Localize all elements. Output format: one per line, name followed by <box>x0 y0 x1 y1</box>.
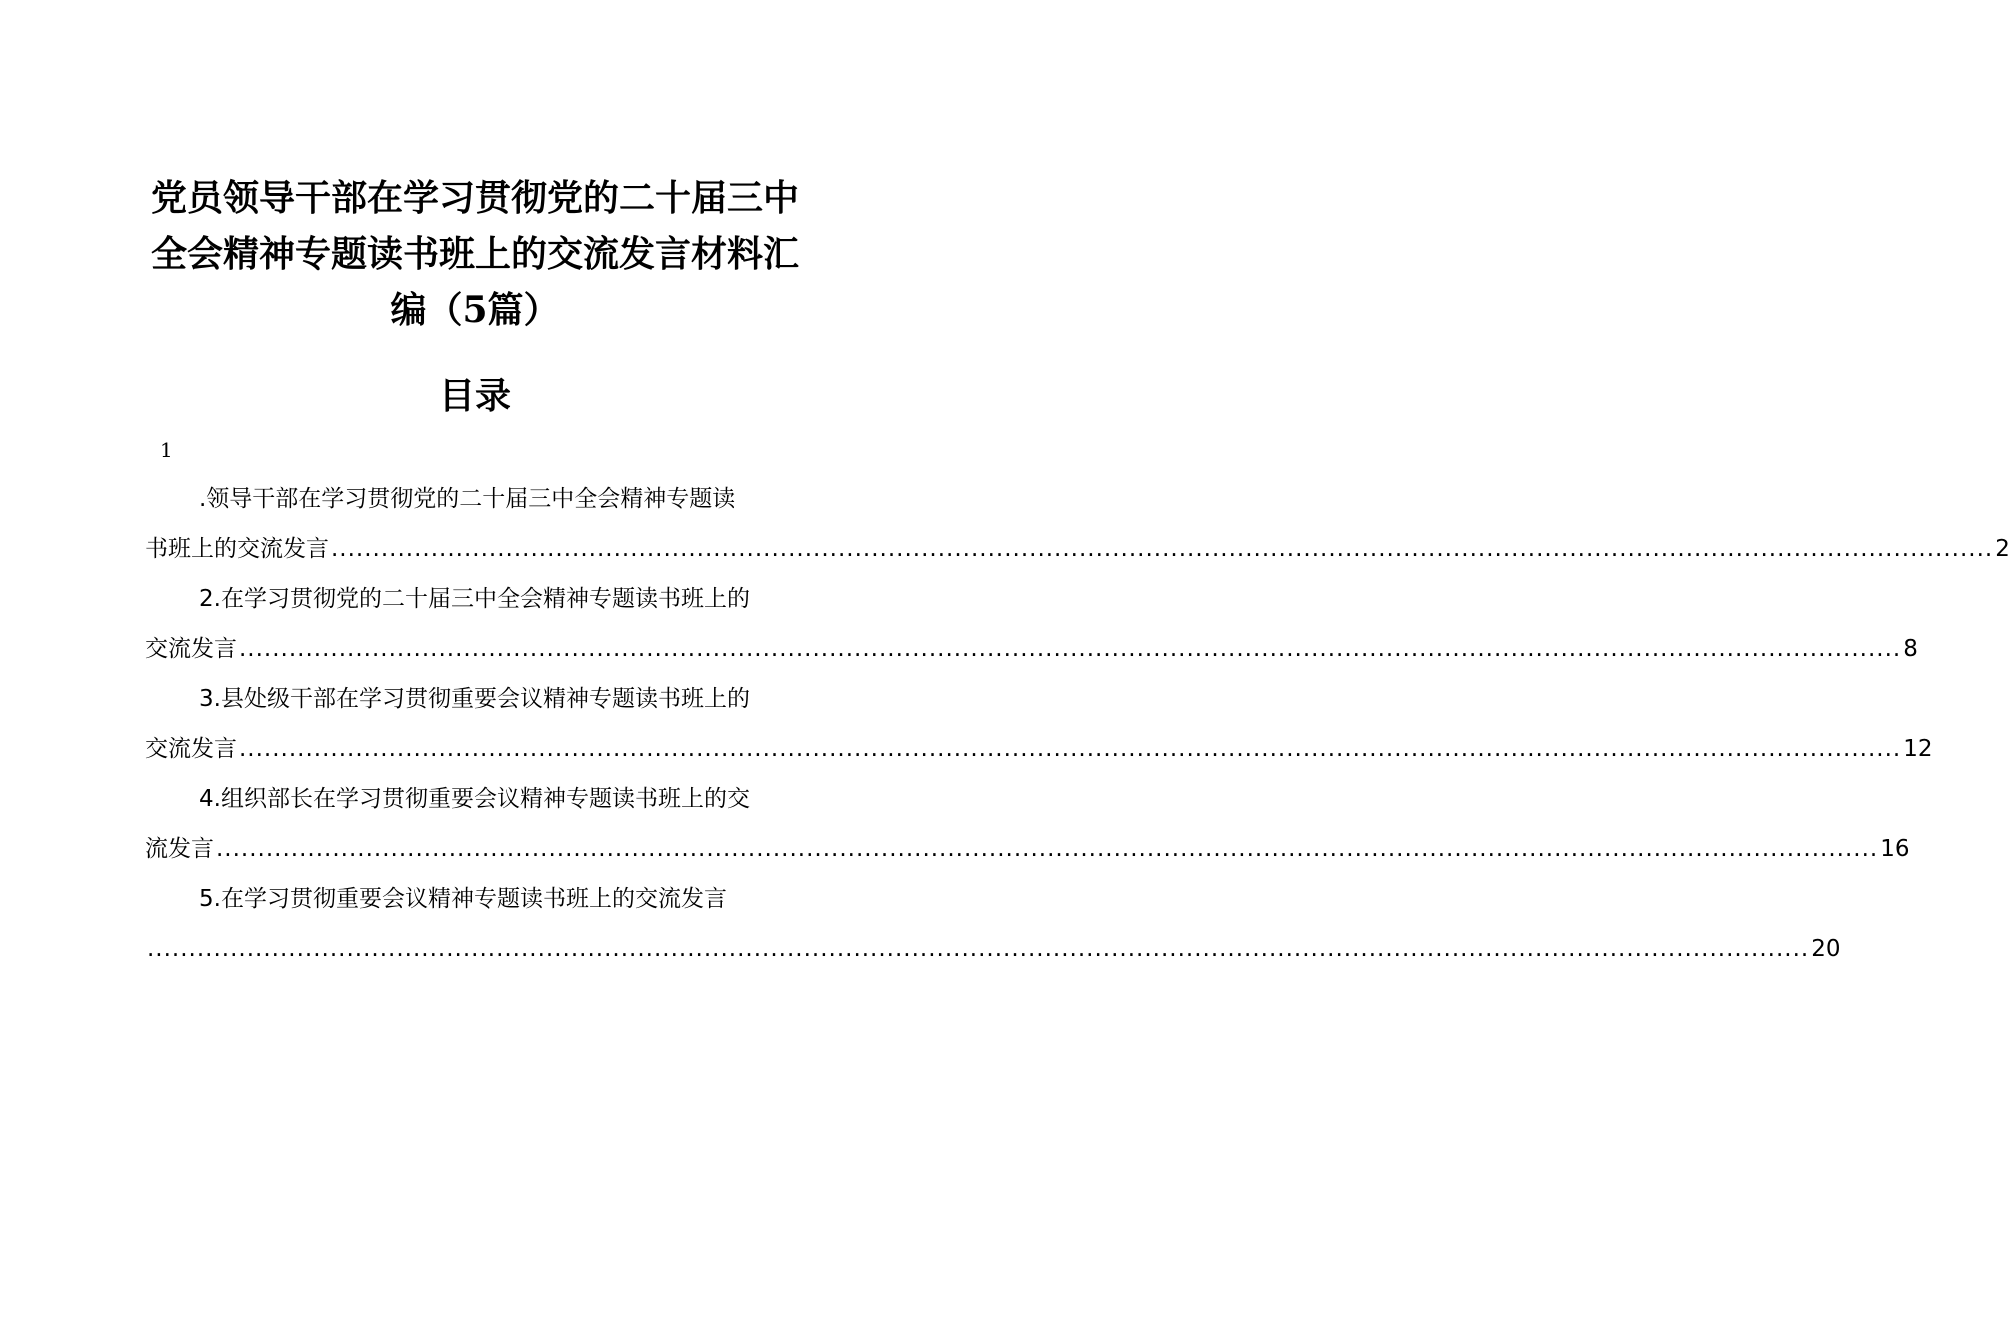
toc-entry-title-rest: 书班上的交流发言 <box>145 536 329 562</box>
toc-entry-continuation <box>145 624 1918 674</box>
toc-dot-leader: ........................................................................................................................................................................................................ <box>147 936 1810 962</box>
toc-entry[interactable] <box>145 574 1918 674</box>
toc-entry-title: 3.县处级干部在学习贯彻重要会议精神专题读书班上的 <box>199 686 750 712</box>
toc-entry[interactable] <box>145 674 1933 774</box>
document-title <box>145 170 805 338</box>
toc-dot-leader: ........................................................................................................................................................................................................ <box>331 536 1994 562</box>
toc-heading: 目录 <box>438 375 511 417</box>
toc-entry-continuation <box>145 524 2010 574</box>
toc-entry[interactable] <box>145 874 1841 974</box>
document-title-line: 编（5篇） <box>390 289 560 331</box>
toc-dot-leader: ........................................................................................................................................................................................................ <box>239 736 1902 762</box>
toc-entry-continuation <box>145 724 1933 774</box>
toc-entry-continuation <box>145 824 1910 874</box>
table-of-contents <box>145 474 2010 974</box>
toc-page-number: 2 <box>1995 536 2010 562</box>
toc-entry-title-rest: 交流发言 <box>145 636 237 662</box>
toc-entry-title-rest: 交流发言 <box>145 736 237 762</box>
toc-entry-continuation <box>145 924 1841 974</box>
toc-entry-title: 5.在学习贯彻重要会议精神专题读书班上的交流发言 <box>199 886 727 912</box>
toc-entry[interactable] <box>145 474 2010 574</box>
toc-page-number: 20 <box>1811 936 1841 962</box>
toc-dot-leader: ........................................................................................................................................................................................................ <box>216 836 1879 862</box>
toc-page-number: 16 <box>1880 836 1910 862</box>
document-title-line: 全会精神专题读书班上的交流发言材料汇 <box>150 233 799 275</box>
toc-dot-leader: ........................................................................................................................................................................................................ <box>239 636 1902 662</box>
toc-entry-title: .领导干部在学习贯彻党的二十届三中全会精神专题读 <box>199 486 736 512</box>
toc-marker: 1 <box>160 438 173 462</box>
toc-entry-title-rest: 流发言 <box>145 836 214 862</box>
toc-entry[interactable] <box>145 774 1910 874</box>
toc-entry-title: 2.在学习贯彻党的二十届三中全会精神专题读书班上的 <box>199 586 750 612</box>
toc-entry-title: 4.组织部长在学习贯彻重要会议精神专题读书班上的交 <box>199 786 750 812</box>
toc-page-number: 12 <box>1903 736 1933 762</box>
document-title-line: 党员领导干部在学习贯彻党的二十届三中 <box>150 177 799 219</box>
toc-page-number: 8 <box>1903 636 1918 662</box>
